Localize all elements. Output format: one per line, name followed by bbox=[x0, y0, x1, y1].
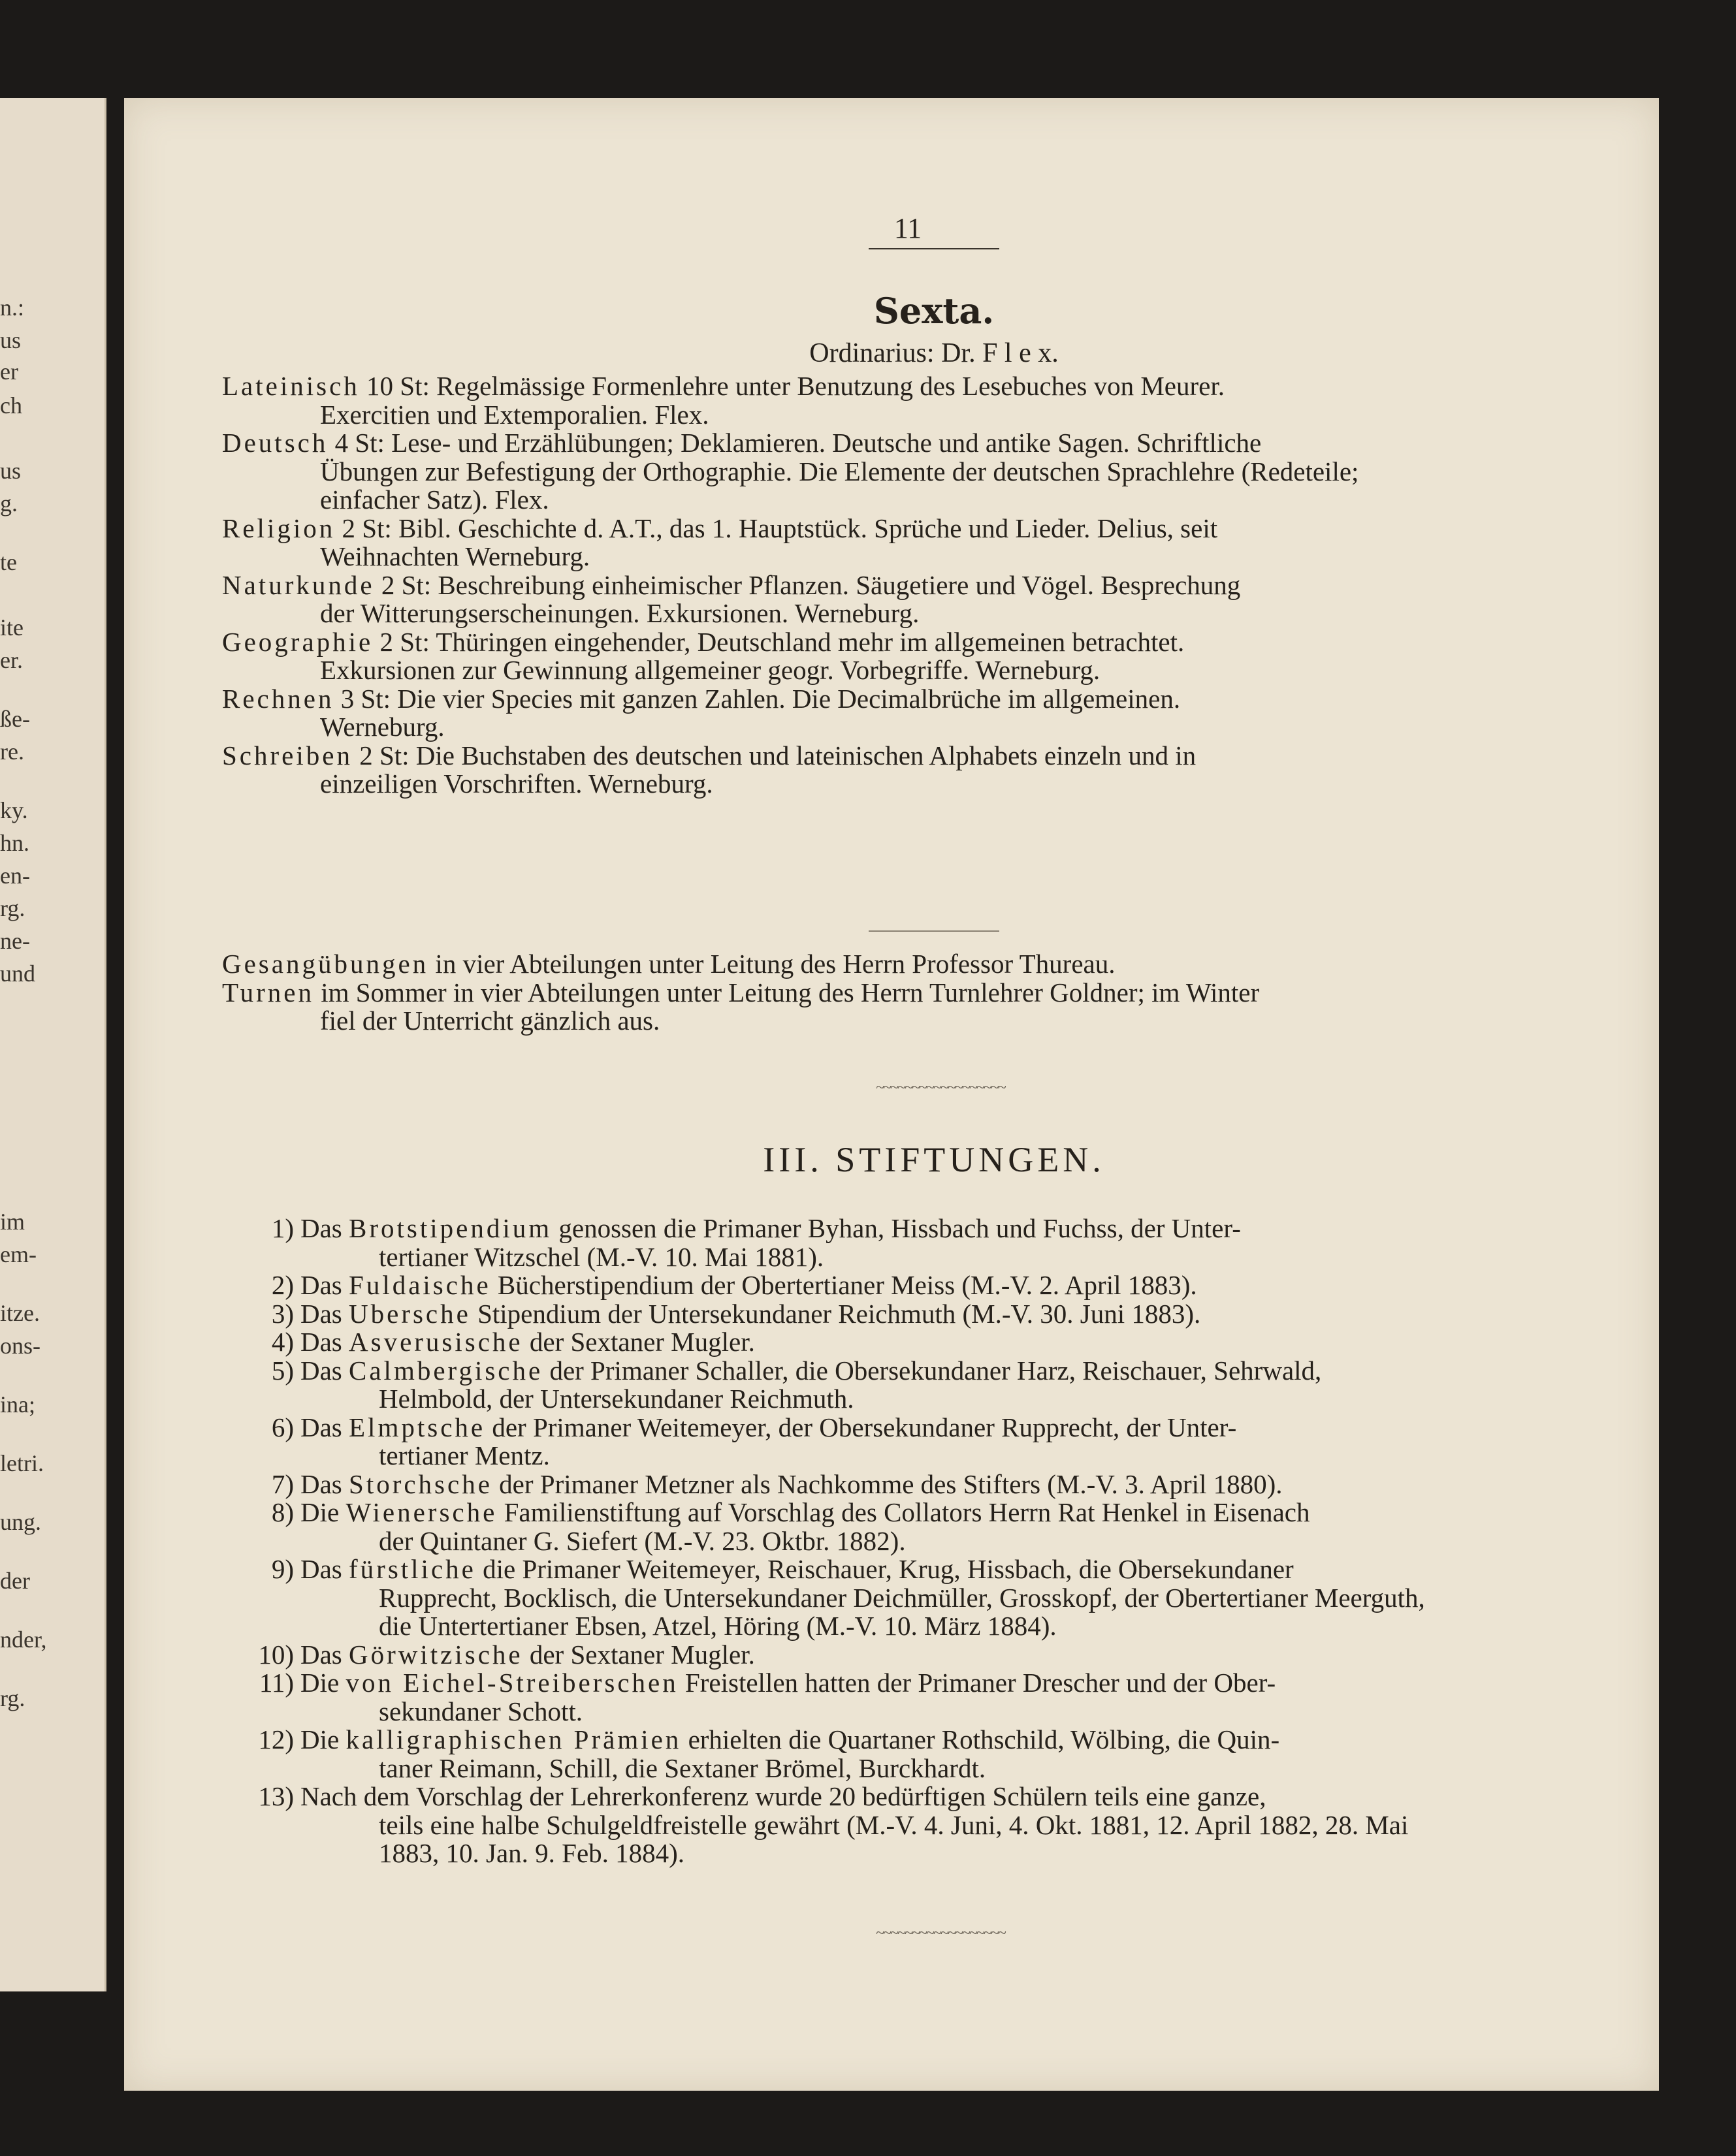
stiftung-article: Die bbox=[300, 1668, 346, 1698]
stiftung-item bbox=[235, 1726, 1463, 1783]
stiftung-continuation: sekundaner Schott. bbox=[379, 1696, 583, 1726]
left-page-text-fragment: nder, bbox=[0, 1626, 47, 1653]
course-entry-text: 2 St: Beschreibung einheimischer Pflanzen. Säugetiere und Vögel. Besprechung bbox=[374, 569, 1241, 600]
stiftung-text: dem Vorschlag der Lehrerkonferenz wurde 20 bedürftigen Schülern teils eine ganze, bbox=[363, 1781, 1266, 1811]
left-page-text-fragment: te bbox=[0, 549, 17, 575]
stiftung-item bbox=[235, 1669, 1463, 1726]
left-page-text-fragment: ina; bbox=[0, 1391, 35, 1418]
left-page-text-fragment: ne- bbox=[0, 928, 30, 954]
left-page-text-fragment: n.: bbox=[0, 294, 25, 321]
left-page-text-fragment: und bbox=[0, 960, 35, 987]
left-page-text-fragment: er. bbox=[0, 647, 23, 673]
course-entry-subject: Deutsch bbox=[222, 428, 329, 458]
left-page-text-fragment: ky. bbox=[0, 797, 28, 823]
stiftung-article: Das bbox=[300, 1355, 349, 1386]
stiftung-name: Brotstipendium bbox=[349, 1213, 553, 1243]
ornament-divider: ~~~~~~~~~~~~~~~~~~ bbox=[876, 1079, 1005, 1096]
stiftung-number: 10) bbox=[258, 1639, 294, 1670]
stiftung-item bbox=[235, 1328, 1463, 1357]
stiftung-number: 11) bbox=[259, 1668, 294, 1698]
extra-entry-continuation: fiel der Unterricht gänzlich aus. bbox=[320, 1006, 660, 1036]
stiftung-text: Familienstiftung auf Vorschlag des Collators Herrn Rat Henkel in Eisenach bbox=[497, 1497, 1310, 1527]
stiftung-name: Elmptsche bbox=[349, 1412, 486, 1442]
course-entry-continuation: der Witterungserscheinungen. Exkursionen. Werneburg. bbox=[320, 598, 920, 628]
stiftung-text: der Sextaner Mugler. bbox=[522, 1639, 755, 1670]
left-page-text-fragment: g. bbox=[0, 490, 18, 516]
stiftung-number: 8) bbox=[271, 1497, 294, 1527]
stiftung-item bbox=[235, 1271, 1463, 1300]
course-entry-subject: Lateinisch bbox=[222, 371, 360, 401]
stiftung-name: Calmbergische bbox=[349, 1355, 543, 1386]
stiftung-name: Wienersche bbox=[346, 1497, 498, 1527]
stiftung-name: Görwitzische bbox=[349, 1639, 523, 1670]
stiftung-item bbox=[235, 1414, 1463, 1470]
stiftung-number: 3) bbox=[271, 1298, 294, 1329]
stiftung-item bbox=[235, 1357, 1463, 1414]
stiftung-continuation: Rupprecht, Bocklisch, die Untersekundaner Deichmüller, Grosskopf, der Obertertianer Meerguth, die Untertertianer Ebsen, Atzel, Höring (M.-V. 10. März 1884). bbox=[379, 1582, 1425, 1641]
stiftung-name: Ubersche bbox=[349, 1298, 471, 1329]
stiftung-article: Das bbox=[300, 1468, 349, 1499]
course-entry-text: 10 St: Regelmässige Formenlehre unter Benutzung des Lesebuches von Meurer. bbox=[359, 371, 1225, 401]
course-entry-subject: Religion bbox=[222, 513, 336, 543]
course-entry-continuation: Werneburg. bbox=[320, 712, 445, 742]
stiftung-continuation: tertianer Mentz. bbox=[379, 1440, 550, 1470]
stiftung-item bbox=[235, 1641, 1463, 1670]
stiftung-number: 12) bbox=[258, 1724, 294, 1754]
course-entry-continuation: Übungen zur Befestigung der Orthographie. Die Elemente der deutschen Sprachlehre (Redeteile; einfacher Satz). Flex. bbox=[320, 456, 1359, 515]
stiftung-text: der Primaner Weitemeyer, der Obersekundaner Rupprecht, der Unter- bbox=[485, 1412, 1237, 1442]
stiftung-article: Das bbox=[300, 1298, 349, 1329]
stiftung-number: 2) bbox=[271, 1270, 294, 1300]
page bbox=[124, 98, 1659, 2091]
extra-entry bbox=[222, 950, 1463, 979]
stiftung-name: Fuldaische bbox=[349, 1270, 491, 1300]
stiftung-number: 6) bbox=[271, 1412, 294, 1442]
stiftung-continuation: taner Reimann, Schill, die Sextaner Brömel, Burckhardt. bbox=[379, 1752, 986, 1783]
stiftung-name: Storchsche bbox=[349, 1468, 492, 1499]
course-entry bbox=[222, 372, 1463, 429]
course-entry-continuation: einzeiligen Vorschriften. Werneburg. bbox=[320, 769, 713, 799]
stiftung-number: 4) bbox=[271, 1327, 294, 1357]
left-page-text-fragment: im bbox=[0, 1209, 25, 1235]
stiftung-text: genossen die Primaner Byhan, Hissbach und Fuchss, der Unter- bbox=[552, 1213, 1241, 1243]
stiftung-text: der Sextaner Mugler. bbox=[522, 1327, 755, 1357]
extra-entry-subject: Turnen bbox=[222, 977, 314, 1007]
course-entry-subject: Naturkunde bbox=[222, 569, 375, 600]
stiftung-item bbox=[235, 1783, 1463, 1868]
left-page-text-fragment: ße- bbox=[0, 706, 30, 732]
left-page-text-fragment: ung. bbox=[0, 1509, 41, 1535]
stiftung-number: 1) bbox=[271, 1213, 294, 1243]
extra-entry-text: in vier Abteilungen unter Leitung des Herrn Professor Thureau. bbox=[428, 949, 1116, 979]
stiftung-text: Freistellen hatten der Primaner Drescher und der Ober- bbox=[678, 1668, 1276, 1698]
stiftung-text: Bücherstipendium der Obertertianer Meiss (M.-V. 2. April 1883). bbox=[490, 1270, 1197, 1300]
left-page-text-fragment: itze. bbox=[0, 1300, 40, 1326]
course-entry-subject: Rechnen bbox=[222, 683, 334, 714]
stiftung-article: Die bbox=[300, 1724, 346, 1754]
extra-entry-subject: Gesangübungen bbox=[222, 949, 429, 979]
course-entry-text: 3 St: Die vier Species mit ganzen Zahlen. Die Decimalbrüche im allgemeinen. bbox=[334, 683, 1181, 714]
left-page-text-fragment: re. bbox=[0, 738, 24, 765]
course-entry-text: 4 St: Lese- und Erzählübungen; Deklamieren. Deutsche und antike Sagen. Schriftliche bbox=[328, 428, 1262, 458]
left-page-text-fragment: hn. bbox=[0, 830, 29, 856]
course-entry-continuation: Exkursionen zur Gewinnung allgemeiner geogr. Vorbegriffe. Werneburg. bbox=[320, 655, 1101, 685]
stiftung-continuation: tertianer Witzschel (M.-V. 10. Mai 1881). bbox=[379, 1241, 824, 1272]
course-entry bbox=[222, 742, 1463, 799]
stiftung-article: Das bbox=[300, 1327, 349, 1357]
course-entry-continuation: Exercitien und Extemporalien. Flex. bbox=[320, 399, 709, 430]
stiftung-continuation: der Quintaner G. Siefert (M.-V. 23. Oktbr. 1882). bbox=[379, 1525, 906, 1556]
course-entry bbox=[222, 628, 1463, 685]
left-page-text-fragment: ite bbox=[0, 614, 24, 641]
course-entry-text: 2 St: Bibl. Geschichte d. A.T., das 1. Hauptstück. Sprüche und Lieder. Delius, seit bbox=[335, 513, 1218, 543]
stiftung-continuation: teils eine halbe Schulgeldfreistelle gewährt (M.-V. 4. Juni, 4. Okt. 1881, 12. April 1882, 28. Mai 1883, 10. Jan. 9. Feb. 1884). bbox=[379, 1809, 1409, 1868]
stiftung-item bbox=[235, 1300, 1463, 1329]
extra-entry bbox=[222, 979, 1463, 1036]
left-page-text-fragment: er bbox=[0, 358, 18, 385]
stiftung-text: die Primaner Weitemeyer, Reischauer, Krug, Hissbach, die Obersekundaner bbox=[475, 1554, 1294, 1584]
left-page-text-fragment: em- bbox=[0, 1241, 37, 1267]
course-entry bbox=[222, 515, 1463, 571]
left-page-text-fragment: ch bbox=[0, 392, 22, 419]
stiftung-item bbox=[235, 1555, 1463, 1641]
stiftung-number: 13) bbox=[258, 1781, 294, 1811]
stiftung-text: der Primaner Metzner als Nachkomme des Stifters (M.-V. 3. April 1880). bbox=[492, 1468, 1283, 1499]
course-entry-text: 2 St: Thüringen eingehender, Deutschland mehr im allgemeinen betrachtet. bbox=[373, 626, 1185, 657]
ornament-divider-bottom: ~~~~~~~~~~~~~~~~~~ bbox=[876, 1925, 1005, 1942]
stiftung-article: Das bbox=[300, 1639, 349, 1670]
stiftung-name: von Eichel-Streiberschen bbox=[346, 1668, 679, 1698]
course-entry bbox=[222, 571, 1463, 628]
course-entry-subject: Geographie bbox=[222, 626, 374, 657]
stiftungen-list bbox=[235, 1214, 1463, 1868]
stiftung-article: Nach bbox=[300, 1781, 364, 1811]
extra-activities bbox=[222, 950, 1463, 1036]
left-page-text-fragment: ons- bbox=[0, 1333, 40, 1359]
stiftung-article: Die bbox=[300, 1497, 346, 1527]
stiftung-article: Das bbox=[300, 1270, 349, 1300]
stiftung-article: Das bbox=[300, 1554, 349, 1584]
stiftung-number: 9) bbox=[271, 1554, 294, 1584]
left-page-edge bbox=[0, 98, 106, 1991]
left-page-text-fragment: en- bbox=[0, 863, 30, 889]
stiftung-continuation: Helmbold, der Untersekundaner Reichmuth. bbox=[379, 1384, 854, 1414]
stiftung-name: fürstliche bbox=[349, 1554, 476, 1584]
course-entry-text: 2 St: Die Buchstaben des deutschen und lateinischen Alphabets einzeln und in bbox=[352, 740, 1197, 770]
page-number: 11 bbox=[893, 212, 922, 244]
stiftung-text: Stipendium der Untersekundaner Reichmuth (M.-V. 30. Juni 1883). bbox=[470, 1298, 1201, 1329]
stiftung-article: Das bbox=[300, 1412, 349, 1442]
ordinarius: Ordinarius: Dr. F l e x. bbox=[809, 338, 1059, 368]
left-page-text-fragment: der bbox=[0, 1568, 30, 1594]
stiftung-name: kalligraphischen Prämien bbox=[346, 1724, 682, 1754]
course-entry-continuation: Weihnachten Werneburg. bbox=[320, 541, 590, 571]
left-page-text-fragment: us bbox=[0, 458, 22, 484]
left-page-text-fragment: letri. bbox=[0, 1450, 44, 1476]
section-title: Sexta. bbox=[873, 290, 995, 332]
page-number-rule bbox=[869, 248, 999, 249]
stiftung-item bbox=[235, 1214, 1463, 1271]
stiftung-text: erhielten die Quartaner Rothschild, Wölbing, die Quin- bbox=[681, 1724, 1280, 1754]
stiftung-item bbox=[235, 1470, 1463, 1499]
course-list bbox=[222, 372, 1463, 799]
chapter-title: III. STIFTUNGEN. bbox=[763, 1140, 1105, 1179]
course-entry bbox=[222, 429, 1463, 515]
left-page-text-fragment: rg. bbox=[0, 895, 25, 921]
stiftung-text: der Primaner Schaller, die Obersekundaner Harz, Reischauer, Sehrwald, bbox=[543, 1355, 1322, 1386]
left-page-text-fragment: rg. bbox=[0, 1685, 25, 1711]
extra-entry-text: im Sommer in vier Abteilungen unter Leitung des Herrn Turnlehrer Goldner; im Winter bbox=[313, 977, 1260, 1007]
stiftung-name: Asverusische bbox=[349, 1327, 523, 1357]
stiftung-number: 7) bbox=[271, 1468, 294, 1499]
course-entry-subject: Schreiben bbox=[222, 740, 353, 770]
section-divider bbox=[869, 930, 999, 932]
course-entry bbox=[222, 685, 1463, 742]
left-page-text-fragment: us bbox=[0, 327, 22, 353]
stiftung-article: Das bbox=[300, 1213, 349, 1243]
stiftung-item bbox=[235, 1498, 1463, 1555]
stiftung-number: 5) bbox=[271, 1355, 294, 1386]
